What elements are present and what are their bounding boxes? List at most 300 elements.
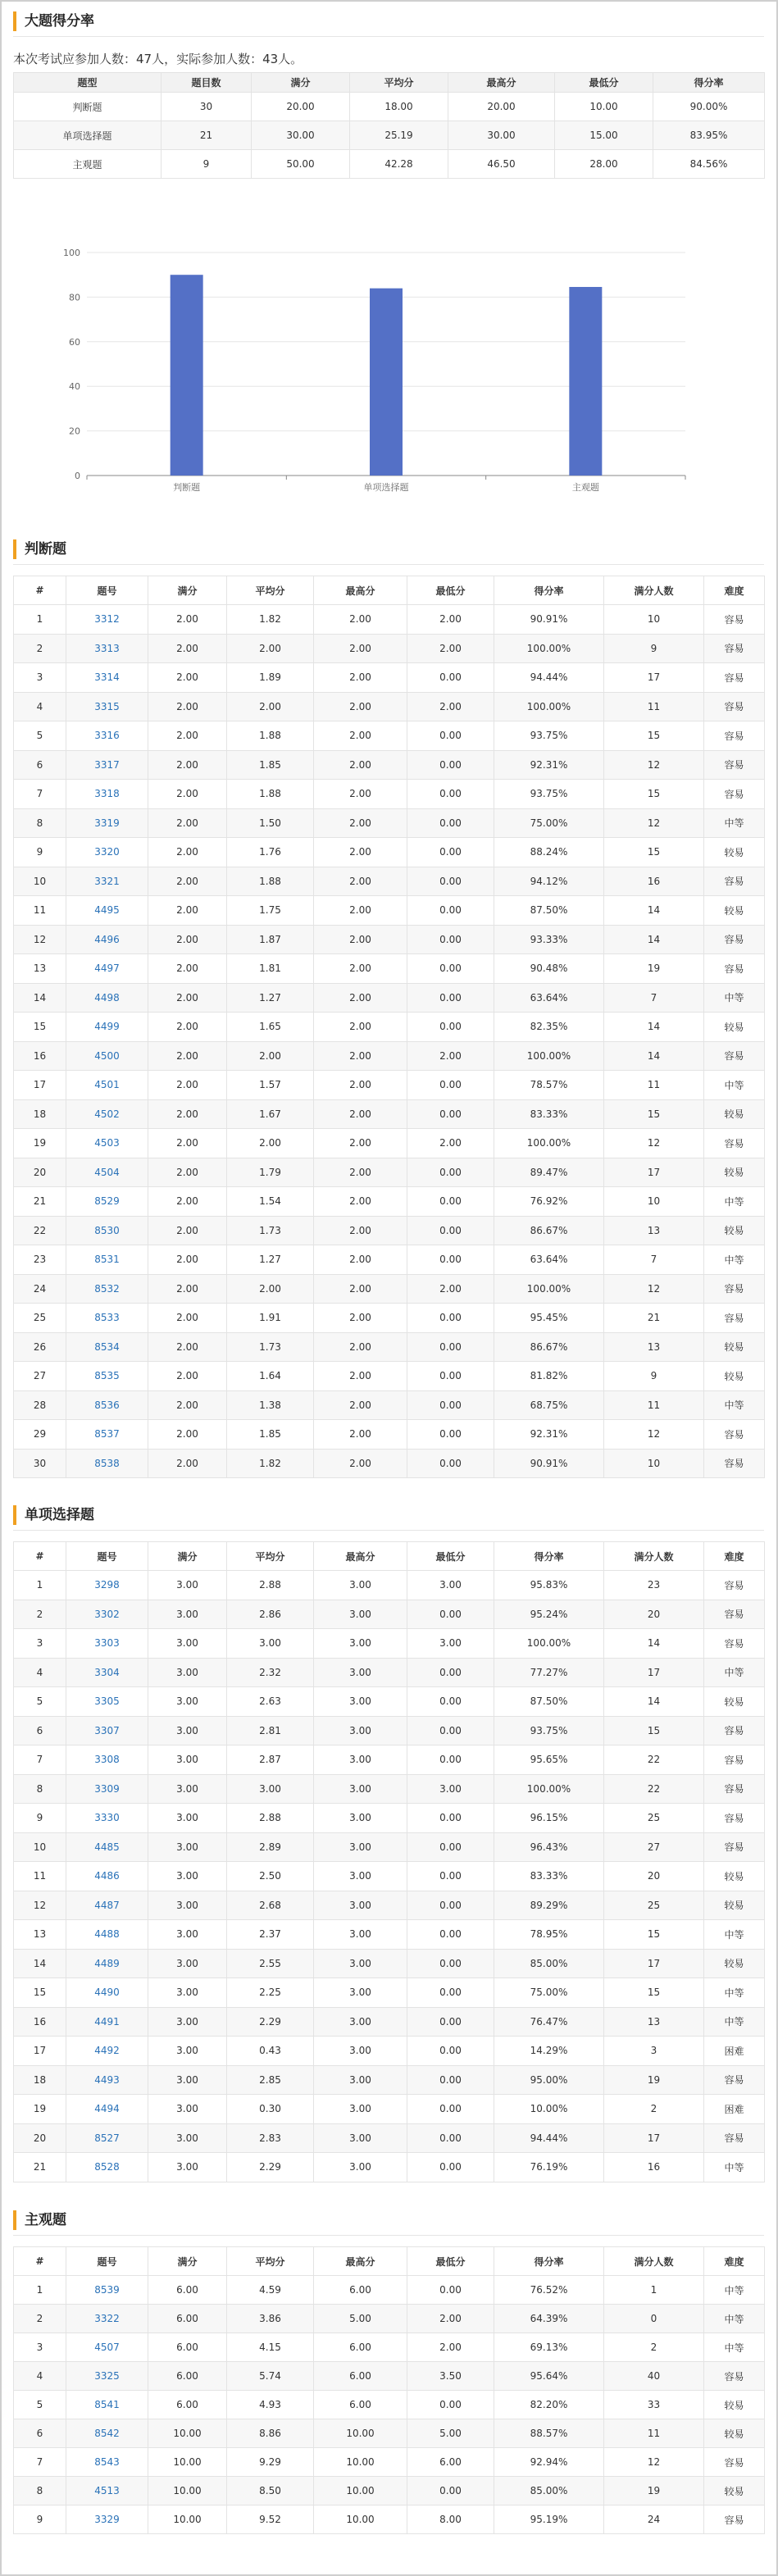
table-cell: 2 (604, 2333, 704, 2362)
x-tick-label: 主观题 (571, 482, 599, 493)
table-cell (66, 2065, 148, 2095)
table-cell: 19 (14, 1129, 66, 1158)
table-cell: 6.00 (314, 2362, 407, 2391)
table-row (14, 2037, 765, 2066)
question-id-link[interactable]: 8527 (94, 2132, 120, 2144)
table-cell (66, 2123, 148, 2153)
question-id-link[interactable]: 3298 (94, 1579, 120, 1591)
question-id-link[interactable]: 4494 (94, 2103, 120, 2115)
table-cell: 中等 (704, 1658, 765, 1687)
table-cell: 3.00 (148, 1745, 227, 1775)
table-cell: 22 (604, 1745, 704, 1775)
table-cell: 2.00 (314, 721, 407, 751)
table-cell: 86.67% (494, 1216, 604, 1245)
table-cell: 17 (604, 2123, 704, 2153)
table-row (14, 150, 765, 179)
table-row (14, 1449, 765, 1478)
table-row (14, 1041, 765, 1071)
question-id-link[interactable]: 3304 (94, 1666, 120, 1678)
table-cell: 1.91 (227, 1304, 314, 1333)
table-cell: 83.95% (653, 121, 765, 150)
table-cell: 4 (14, 2362, 66, 2391)
column-header: 平均分 (227, 576, 314, 605)
table-cell: 40 (604, 2362, 704, 2391)
table-cell: 0.00 (407, 1687, 494, 1717)
table-cell: 3.00 (314, 2095, 407, 2124)
table-cell: 2.00 (148, 925, 227, 954)
table-cell: 2.00 (314, 1362, 407, 1391)
table-row (14, 2007, 765, 2037)
table-row (14, 1600, 765, 1629)
question-id-link[interactable]: 3319 (94, 817, 120, 829)
subjective-table (13, 2246, 765, 2534)
table-row (14, 1804, 765, 1833)
x-tick-label: 判断题 (173, 482, 201, 493)
question-id-link[interactable]: 8534 (94, 1340, 120, 1353)
table-cell: 2.00 (148, 750, 227, 780)
table-cell: 13 (604, 1332, 704, 1362)
table-cell: 13 (14, 954, 66, 984)
table-cell: 10.00 (148, 2505, 227, 2534)
table-cell: 85.00% (494, 2477, 604, 2505)
table-cell: 2.00 (148, 721, 227, 751)
table-cell: 6.00 (148, 2333, 227, 2362)
table-cell: 17 (604, 1158, 704, 1187)
table-cell: 中等 (704, 2007, 765, 2037)
question-id-link[interactable]: 3303 (94, 1637, 120, 1650)
table-cell: 6.00 (148, 2276, 227, 2305)
table-cell: 8 (14, 2477, 66, 2505)
table-cell: 4 (14, 1658, 66, 1687)
table-cell: 容易 (704, 1304, 765, 1333)
table-cell: 2 (14, 634, 66, 663)
question-id-link[interactable]: 4507 (94, 2342, 120, 2353)
table-cell: 2.68 (227, 1891, 314, 1920)
table-cell: 2.00 (314, 838, 407, 867)
table-cell: 3.00 (314, 1571, 407, 1600)
table-cell: 1 (604, 2276, 704, 2305)
question-id-link[interactable]: 3325 (94, 2370, 120, 2382)
table-cell: 25 (604, 1891, 704, 1920)
table-row (14, 2276, 765, 2305)
question-id-link[interactable]: 3318 (94, 788, 120, 800)
table-cell: 2.00 (314, 1099, 407, 1129)
table-row (14, 121, 765, 150)
table-cell: 6 (14, 750, 66, 780)
table-row (14, 925, 765, 954)
question-id-link[interactable]: 3305 (94, 1695, 120, 1708)
question-id-link[interactable]: 3312 (94, 613, 120, 626)
table-cell: 0.30 (227, 2095, 314, 2124)
question-id-link[interactable]: 3302 (94, 1608, 120, 1620)
table-row (14, 1332, 765, 1362)
table-cell: 15 (14, 1978, 66, 2008)
table-cell: 容易 (704, 1629, 765, 1659)
table-row (14, 663, 765, 693)
table-cell: 2 (14, 1600, 66, 1629)
table-cell: 2.00 (148, 1274, 227, 1304)
question-id-link[interactable]: 8535 (94, 1370, 120, 1382)
table-cell: 100.00% (494, 692, 604, 721)
table-cell: 9 (14, 1804, 66, 1833)
table-cell: 3.00 (314, 1804, 407, 1833)
divider (13, 564, 764, 565)
table-cell: 11 (604, 1071, 704, 1100)
table-cell: 中等 (704, 1390, 765, 1420)
table-cell: 4 (14, 692, 66, 721)
table-cell: 2.00 (148, 1071, 227, 1100)
column-header: 满分人数 (604, 576, 704, 605)
table-cell: 3.86 (227, 2305, 314, 2333)
table-cell (66, 1629, 148, 1659)
table-cell: 容易 (704, 605, 765, 635)
table-cell: 2.25 (227, 1978, 314, 2008)
table-row (14, 1274, 765, 1304)
question-id-link[interactable]: 4503 (94, 1137, 120, 1149)
question-id-link[interactable]: 3314 (94, 671, 120, 684)
table-row (14, 838, 765, 867)
question-id-link[interactable]: 4502 (94, 1108, 120, 1120)
table-cell: 容易 (704, 780, 765, 809)
question-id-link[interactable]: 4488 (94, 1928, 120, 1941)
question-id-link[interactable]: 4487 (94, 1899, 120, 1911)
table-cell: 100.00% (494, 634, 604, 663)
table-cell: 6 (14, 1716, 66, 1745)
table-cell: 0.00 (407, 1949, 494, 1978)
question-id-link[interactable]: 4504 (94, 1166, 120, 1178)
table-cell (66, 1129, 148, 1158)
table-cell: 93.33% (494, 925, 604, 954)
table-cell: 1.88 (227, 867, 314, 896)
table-cell: 0.00 (407, 750, 494, 780)
table-cell: 17 (604, 1658, 704, 1687)
table-cell: 2.85 (227, 2065, 314, 2095)
table-cell: 12 (604, 1420, 704, 1450)
question-id-link[interactable]: 8541 (94, 2399, 120, 2410)
table-cell: 1 (14, 605, 66, 635)
question-id-link[interactable]: 4498 (94, 991, 120, 1004)
question-id-link[interactable]: 8542 (94, 2428, 120, 2439)
table-cell (66, 1449, 148, 1478)
question-id-link[interactable]: 8528 (94, 2161, 120, 2173)
table-cell: 0.00 (407, 1716, 494, 1745)
table-cell: 较易 (704, 838, 765, 867)
column-header: 得分率 (494, 576, 604, 605)
question-id-link[interactable]: 8538 (94, 1457, 120, 1469)
table-cell (66, 2419, 148, 2448)
column-header: 题号 (66, 576, 148, 605)
table-cell (66, 1216, 148, 1245)
table-cell: 82.35% (494, 1013, 604, 1042)
table-cell: 2.00 (148, 663, 227, 693)
question-id-link[interactable]: 3330 (94, 1812, 120, 1824)
table-cell: 6 (14, 2419, 66, 2448)
table-cell: 15.00 (555, 121, 653, 150)
table-cell: 2.00 (314, 1449, 407, 1478)
question-id-link[interactable]: 4491 (94, 2015, 120, 2028)
table-cell: 1.85 (227, 750, 314, 780)
table-row (14, 1013, 765, 1042)
table-cell: 0.00 (407, 983, 494, 1013)
question-id-link[interactable]: 4497 (94, 963, 120, 975)
table-cell: 8 (14, 808, 66, 838)
table-cell: 容易 (704, 721, 765, 751)
table-cell: 23 (14, 1245, 66, 1275)
table-cell: 2.00 (148, 1245, 227, 1275)
table-cell (66, 634, 148, 663)
question-id-link[interactable]: 4496 (94, 933, 120, 945)
question-id-link[interactable]: 4495 (94, 904, 120, 917)
table-cell: 15 (604, 838, 704, 867)
question-id-link[interactable]: 3309 (94, 1782, 120, 1795)
table-cell: 14 (604, 1013, 704, 1042)
table-cell: 3 (14, 1629, 66, 1659)
table-row (14, 1571, 765, 1600)
table-cell: 5.00 (314, 2305, 407, 2333)
table-cell: 容易 (704, 1774, 765, 1804)
table-cell (66, 983, 148, 1013)
table-row (14, 896, 765, 926)
question-id-link[interactable]: 8537 (94, 1428, 120, 1440)
table-cell (66, 2095, 148, 2124)
table-cell: 3.00 (314, 1774, 407, 1804)
table-cell (66, 1245, 148, 1275)
table-cell: 8.86 (227, 2419, 314, 2448)
table-cell: 2.00 (148, 1041, 227, 1071)
table-cell: 64.39% (494, 2305, 604, 2333)
table-cell: 93.75% (494, 1716, 604, 1745)
table-cell: 42.28 (350, 150, 448, 179)
table-cell: 76.19% (494, 2153, 604, 2182)
table-cell (66, 2333, 148, 2362)
table-cell: 2.00 (148, 1158, 227, 1187)
table-cell: 2.00 (148, 1362, 227, 1391)
question-id-link[interactable]: 3316 (94, 730, 120, 742)
question-id-link[interactable]: 4513 (94, 2485, 120, 2496)
question-id-link[interactable]: 3307 (94, 1724, 120, 1736)
table-cell: 89.47% (494, 1158, 604, 1187)
table-cell: 1 (14, 2276, 66, 2305)
table-cell: 较易 (704, 1158, 765, 1187)
table-cell: 2.00 (148, 1332, 227, 1362)
table-cell: 2.00 (314, 808, 407, 838)
table-cell: 17 (604, 1949, 704, 1978)
table-cell (66, 925, 148, 954)
table-cell: 2.63 (227, 1687, 314, 1717)
question-id-link[interactable]: 8536 (94, 1399, 120, 1411)
table-cell: 0.00 (407, 896, 494, 926)
question-id-link[interactable]: 4490 (94, 1987, 120, 1999)
table-cell: 3.00 (314, 1600, 407, 1629)
question-id-link[interactable]: 3308 (94, 1754, 120, 1766)
table-row (14, 692, 765, 721)
table-cell: 0.00 (407, 1332, 494, 1362)
table-cell: 3 (14, 2333, 66, 2362)
table-row (14, 2305, 765, 2333)
table-cell: 24 (604, 2505, 704, 2534)
table-cell: 9 (604, 1362, 704, 1391)
question-id-link[interactable]: 3315 (94, 700, 120, 712)
table-cell: 0.00 (407, 2123, 494, 2153)
table-cell: 27 (14, 1362, 66, 1391)
question-id-link[interactable]: 8533 (94, 1312, 120, 1324)
table-cell: 3 (604, 2037, 704, 2066)
table-cell: 26 (14, 1332, 66, 1362)
table-cell: 0.00 (407, 1891, 494, 1920)
table-cell: 6.00 (148, 2362, 227, 2391)
table-cell: 3.00 (148, 2153, 227, 2182)
question-id-link[interactable]: 3321 (94, 875, 120, 887)
table-cell: 容易 (704, 663, 765, 693)
table-cell: 5 (14, 1687, 66, 1717)
table-cell: 10.00 (314, 2419, 407, 2448)
table-cell (66, 1274, 148, 1304)
table-cell: 76.52% (494, 2276, 604, 2305)
question-id-link[interactable]: 8530 (94, 1224, 120, 1236)
table-cell: 8.50 (227, 2477, 314, 2505)
table-cell: 2.00 (314, 867, 407, 896)
table-cell: 0.00 (407, 721, 494, 751)
table-row (14, 983, 765, 1013)
table-cell: 12 (604, 808, 704, 838)
question-id-link[interactable]: 4486 (94, 1870, 120, 1882)
table-cell: 78.95% (494, 1920, 604, 1950)
table-cell: 10 (14, 1832, 66, 1862)
question-id-link[interactable]: 8543 (94, 2456, 120, 2468)
table-cell: 容易 (704, 1600, 765, 1629)
table-cell: 3.00 (148, 1804, 227, 1833)
question-id-link[interactable]: 3320 (94, 846, 120, 858)
table-row (14, 954, 765, 984)
table-row (14, 634, 765, 663)
question-id-link[interactable]: 4489 (94, 1957, 120, 1969)
y-tick-label: 80 (69, 292, 80, 303)
table-cell (66, 2007, 148, 2037)
column-header: 最低分 (555, 73, 653, 93)
table-cell: 14.29% (494, 2037, 604, 2066)
table-cell: 较易 (704, 1362, 765, 1391)
table-cell: 29 (14, 1420, 66, 1450)
question-id-link[interactable]: 4493 (94, 2073, 120, 2086)
question-id-link[interactable]: 3322 (94, 2313, 120, 2324)
table-cell: 2.00 (314, 1071, 407, 1100)
table-cell: 63.64% (494, 1245, 604, 1275)
table-cell: 2.00 (148, 867, 227, 896)
y-tick-label: 20 (69, 426, 80, 437)
table-cell: 94.12% (494, 867, 604, 896)
divider (13, 36, 764, 37)
table-cell: 0.00 (407, 1099, 494, 1129)
question-id-link[interactable]: 3317 (94, 758, 120, 771)
column-header: 难度 (704, 576, 765, 605)
table-cell: 2.00 (314, 780, 407, 809)
table-cell: 0.00 (407, 1658, 494, 1687)
question-id-link[interactable]: 4500 (94, 1049, 120, 1062)
table-cell: 90.91% (494, 1449, 604, 1478)
table-row (14, 1774, 765, 1804)
question-id-link[interactable]: 8539 (94, 2284, 120, 2296)
attendance-summary: 本次考试应参加人数：47人，实际参加人数：43人。 (13, 52, 303, 66)
table-cell: 容易 (704, 925, 765, 954)
question-id-link[interactable]: 4492 (94, 2045, 120, 2057)
table-cell: 3.00 (314, 1978, 407, 2008)
question-id-link[interactable]: 8529 (94, 1195, 120, 1208)
question-id-link[interactable]: 4501 (94, 1079, 120, 1091)
table-cell (66, 1571, 148, 1600)
table-cell: 3.00 (148, 1891, 227, 1920)
table-cell: 2.00 (227, 634, 314, 663)
table-cell: 2.00 (407, 1274, 494, 1304)
question-id-link[interactable]: 8531 (94, 1254, 120, 1266)
table-cell: 17 (14, 1071, 66, 1100)
table-cell: 2.00 (314, 1304, 407, 1333)
table-row (14, 1099, 765, 1129)
table-cell: 14 (14, 983, 66, 1013)
table-cell: 3.00 (148, 1774, 227, 1804)
table-row (14, 2362, 765, 2391)
table-cell: 96.43% (494, 1832, 604, 1862)
table-cell: 主观题 (14, 150, 162, 179)
table-cell: 2.55 (227, 1949, 314, 1978)
column-header: 平均分 (350, 73, 448, 93)
table-cell: 84.56% (653, 150, 765, 179)
table-cell: 中等 (704, 2276, 765, 2305)
table-cell: 3.00 (314, 1832, 407, 1862)
table-cell: 2.81 (227, 1716, 314, 1745)
question-id-link[interactable]: 3313 (94, 642, 120, 654)
question-id-link[interactable]: 8532 (94, 1282, 120, 1295)
table-cell (66, 1158, 148, 1187)
table-cell: 3.00 (407, 1571, 494, 1600)
table-cell: 2.00 (314, 1158, 407, 1187)
table-cell: 2.00 (148, 983, 227, 1013)
table-cell: 2.00 (227, 1274, 314, 1304)
table-cell: 95.19% (494, 2505, 604, 2534)
table-cell: 76.92% (494, 1187, 604, 1217)
table-cell: 1.50 (227, 808, 314, 838)
table-cell: 2.00 (148, 1187, 227, 1217)
table-cell: 68.75% (494, 1390, 604, 1420)
column-header: 平均分 (227, 1542, 314, 1571)
table-cell (66, 867, 148, 896)
question-id-link[interactable]: 3329 (94, 2514, 120, 2525)
subjective-title: 主观题 (13, 2210, 66, 2230)
table-cell: 2.00 (314, 634, 407, 663)
table-cell (66, 1804, 148, 1833)
column-header: 得分率 (653, 73, 765, 93)
table-cell: 6.00 (407, 2448, 494, 2477)
table-cell: 6.00 (314, 2391, 407, 2419)
table-cell: 13 (604, 1216, 704, 1245)
table-cell: 2.00 (407, 692, 494, 721)
table-cell: 3.00 (148, 1920, 227, 1950)
question-id-link[interactable]: 4485 (94, 1841, 120, 1853)
table-cell: 0.00 (407, 2477, 494, 2505)
question-id-link[interactable]: 4499 (94, 1021, 120, 1033)
table-cell: 13 (604, 2007, 704, 2037)
table-cell: 88.57% (494, 2419, 604, 2448)
column-header: # (14, 2247, 66, 2276)
table-cell (66, 808, 148, 838)
table-row (14, 605, 765, 635)
table-cell: 3.00 (148, 2037, 227, 2066)
table-cell: 0.00 (407, 2065, 494, 2095)
table-cell: 50.00 (252, 150, 350, 179)
table-cell: 2.50 (227, 1862, 314, 1891)
table-cell: 25 (604, 1804, 704, 1833)
table-cell: 83.33% (494, 1099, 604, 1129)
table-cell: 24 (14, 1274, 66, 1304)
